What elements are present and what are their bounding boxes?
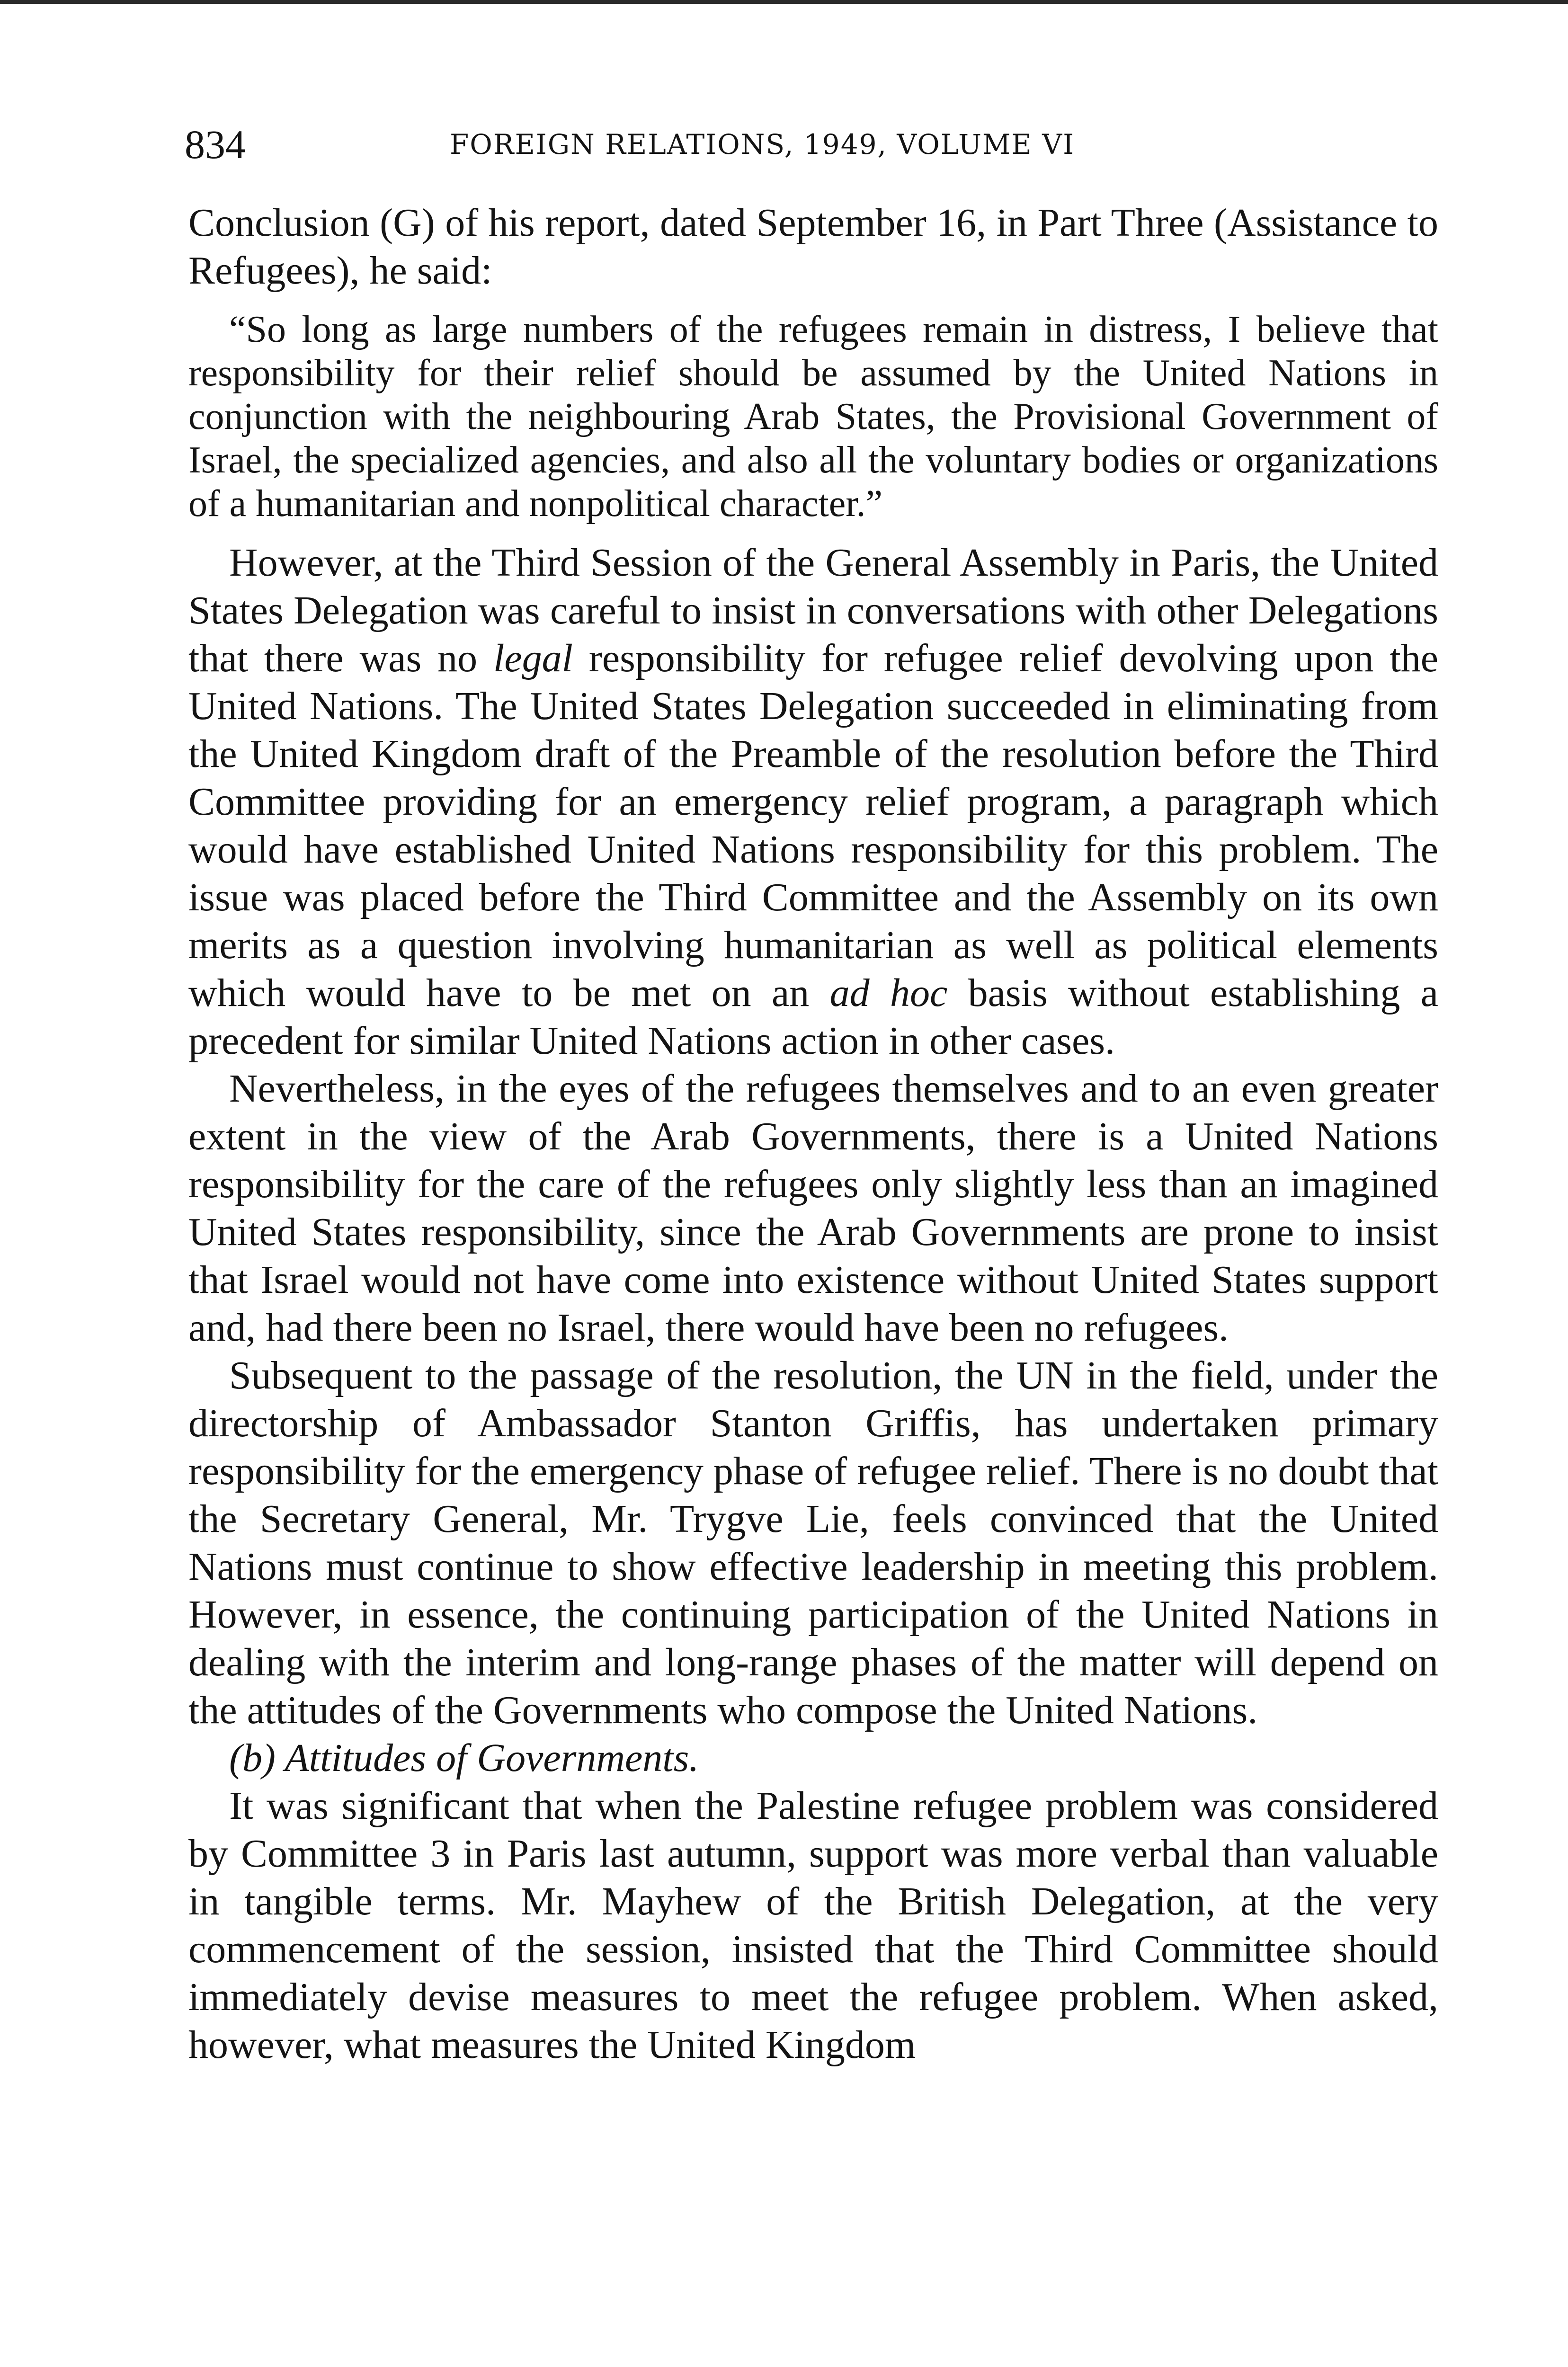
page-top-edge: [0, 0, 1568, 4]
page-header: [185, 118, 1439, 170]
page-number: 834: [185, 122, 246, 167]
subheading-marker: (b): [229, 1736, 276, 1780]
paragraph-conclusion: Conclusion (G) of his report, dated September 16, in Part Three (Assistance to Refugees), he said:: [188, 201, 1438, 293]
document-body: [188, 199, 1438, 2069]
paragraph-text-part: However, at the Third Session of the General Assembly in Paris, the United States Delegation was careful to insist in conversations with other Delegations that there was no: [188, 541, 1438, 680]
emphasis-legal: legal: [493, 636, 573, 680]
paragraph-text-part: basis without establishing a precedent for similar United Nations action in other cases.: [188, 971, 1438, 1063]
subheading-title: Attitudes of Governments.: [285, 1736, 699, 1780]
section-subheading: [188, 1734, 1438, 1782]
paragraph-significant: It was significant that when the Palestine refugee problem was considered by Committee 3 in Paris last autumn, support was more verbal than valuable in tangible terms. Mr. Mayhew of the British Delegation, at the very commencement of the session, insisted that the Third Committee should immediately devise measures to meet the refugee problem. When asked, however, what measures the United Kingdom: [188, 1784, 1438, 2067]
paragraph-subsequent: Subsequent to the passage of the resolution, the UN in the field, under the directorship of Ambassador Stanton Griffis, has undertaken primary responsibility for the emergency phase of refugee relief. There is no doubt that the Secretary General, Mr. Trygve Lie, feels convinced that the United Nations must continue to show effective leadership in meeting this problem. However, in essence, the continuing participation of the United Nations in dealing with the interim and long-range phases of the matter will depend on the attitudes of the Governments who compose the United Nations.: [188, 1353, 1438, 1732]
block-quote: “So long as large numbers of the refugees remain in distress, I believe that responsibility for their relief should be assumed by the United Nations in conjunction with the neighbouring Arab States, the Provisional Government of Israel, the specialized agencies, and also all the voluntary bodies or organizations of a humanitarian and nonpolitical character.”: [188, 309, 1438, 525]
running-head: FOREIGN RELATIONS, 1949, VOLUME VI: [450, 128, 1075, 160]
emphasis-ad-hoc: ad hoc: [829, 971, 948, 1015]
paragraph-nevertheless: Nevertheless, in the eyes of the refugees themselves and to an even greater extent in the view of the Arab Governments, there is a United Nations responsibility for the care of the refugees only slightly less than an imagined United States responsibility, since the Arab Governments are prone to insist that Israel would not have come into existence without United States support and, had there been no Israel, there would have been no refugees.: [188, 1067, 1438, 1350]
paragraph-text-part: responsibility for refugee relief devolving upon the United Nations. The United States Delegation succeeded in eliminating from the United Kingdom draft of the Preamble of the resolution before the Third Committee providing for an emergency relief program, a paragraph which would have established United Nations responsibility for this problem. The issue was placed before the Third Committee and the Assembly on its own merits as a question involving humanitarian as well as political elements which would have to be met on an: [188, 636, 1438, 1015]
paragraph-third-session: [188, 539, 1438, 1065]
